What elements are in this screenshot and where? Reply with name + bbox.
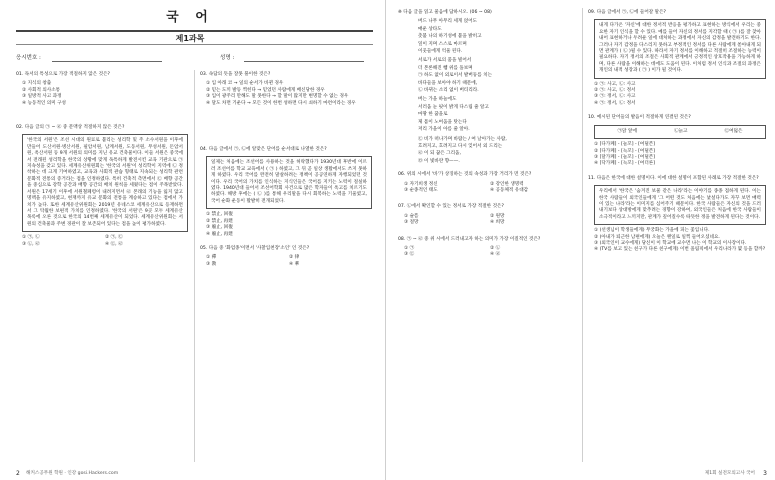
- q2-option-1[interactable]: ① ㉠, ㉡: [22, 235, 40, 241]
- poem-stanza-4: [418, 137, 576, 166]
- q4-option-4[interactable]: ④ 廢止, 再建: [206, 231, 233, 237]
- poem-line: 바다들을 보아야 하기 때문에,: [418, 80, 478, 86]
- poem-line: 더 본론해진 뺌 위를 돌보며: [418, 65, 473, 71]
- q10-option-3[interactable]: ③ [달가페] - [늘꼬] - [여덜븐]: [594, 154, 655, 160]
- q3-option-4[interactable]: ④ 달도 차면 기운다 → 모든 것이 한번 성하면 다시 쇠하기 마련이라는 경우: [206, 100, 356, 106]
- poem-line: 흐려지고, 흐려지고 다시 잊어서 외 드리는: [418, 143, 503, 149]
- q10-option-4[interactable]: ④ [닥가페] - [늑꼬] - [여더른]: [594, 161, 655, 167]
- name-label: 성명 :: [220, 55, 235, 61]
- question-3: 03. 속담의 뜻을 잘못 풀이한 것은?: [200, 72, 271, 77]
- q8-option-2[interactable]: ② ㉡: [490, 245, 501, 251]
- question-8: 08. ㉠ ~ ㉣ 중 위 시에서 드러내고자 하는 의미가 가장 이질적인 것은?: [398, 236, 541, 242]
- poem-line: 잎이 지며 스스로 마르며: [418, 41, 467, 47]
- q10-word-3: ㉢여덟은: [724, 128, 743, 134]
- left-column-b: [200, 72, 372, 268]
- q5-option-4[interactable]: ④ 華: [289, 261, 300, 267]
- q2-passage-box: '한국의 서원'은 조선 시대의 원료로 불리는 성리학 및 주 소수서원을 이후에 만들어 도산서원·병산서원, 필암서원, 남계서원, 도동서원, 무성서원, 돈암서원, 옥산서원 등 9개 서원의 의미를 지닌 유교 건축물이다. 이들 서원은 중국에서 전래된 성리학을 한국의 상황에 맞게 독특하게 발전시킨 교육 기관으로 ㉠ 지속성을 갖고 있다. 세계유산위원회는 '한국의 서원'이 성리학이 지역에 ㉡ 정착하는 데 크게 기여하였고, 교육과 사회적 관습 형태로 지속되는 성리학 관련 문화적 전통의 증거라는 점을 인정하였다. 특히 건축적 측면에서 ㉢ 배향 공간을 중심으로 강학 공간과 배향 공간의 배치 원칙을 세웠다는 점이 주목받았다. 서원은 17세기 이후에 서원철폐령이 내려지면서 ㉣ 본래의 기능을 잃지 않고 명맥을 유지하였고, 현재까지 유교 문화의 전통을 계승하고 있다는 점에서 가치가 높다. 또한 세계유산위원회는 2019년 유네스코 세계유산으로 등재하면서 그 탁월한 보편적 가치를 인정하였다. '한국의 서원'은 9곳 모두 세계유산 목록에 오른 것으로 한국의 14번째 세계유산이 되었다. 세계유산위원회는 서원의 건축물과 주변 경관이 잘 보존되어 있다는 점을 높이 평가하였다.: [22, 134, 188, 232]
- column-divider: [194, 70, 195, 462]
- question-6: 06. 위의 시에서 '바'가 상징하는 것의 속성과 가장 거리가 먼 것은?: [398, 172, 532, 178]
- q1-option-2[interactable]: ② 사회적 의사소통: [22, 87, 61, 93]
- registration-line: [52, 61, 162, 62]
- q8-option-4[interactable]: ④ ㉣: [490, 252, 501, 258]
- q4-option-1[interactable]: ① 禁止, 回復: [206, 212, 233, 218]
- q3-option-2[interactable]: ② 믿는 도끼 발등 찍힌다 → 믿었던 사람에게 배신당한 경우: [206, 87, 325, 93]
- q5-option-2[interactable]: ② 律: [289, 255, 300, 261]
- q9-option-2[interactable]: ② ㉠: 사고, ㉡: 정서: [594, 88, 636, 94]
- q7-option-3[interactable]: ③ 절망: [404, 220, 419, 226]
- q6-option-1[interactable]: ① 자기희생 정신: [404, 181, 438, 187]
- q10-word-1: ㉠닭 앞에: [617, 128, 637, 134]
- q8-options: [404, 246, 576, 259]
- poem-line: ㉤ 이 빛바란 향——.: [418, 158, 460, 164]
- q7-options: [404, 214, 576, 227]
- page-title: 국 어: [166, 10, 214, 25]
- q2-options: [22, 235, 188, 248]
- poem-stanza-3: [418, 97, 576, 133]
- poem-line: 버드 나무 아무리 세게 얹어도: [418, 19, 478, 25]
- poem-line: 버는 가을 하늘에도: [418, 97, 457, 103]
- question-2: 02. 다음 글의 ㉠ ~ ㉣ 중 문맥상 적절하지 않은 것은?: [16, 125, 125, 131]
- q4-option-3[interactable]: ③ 廢止, 回復: [206, 225, 233, 231]
- question-10: 10. 예시된 단어들의 발음이 적절하게 연결된 것은?: [588, 115, 691, 121]
- q3-option-1[interactable]: ① 입 아래 코 → 일의 순서가 바뀐 경우: [206, 81, 284, 87]
- name-line: [244, 61, 364, 62]
- q5-option-3[interactable]: ③ 教: [206, 261, 217, 267]
- left-column-a: [16, 72, 188, 248]
- question-5: 05. 다음 중 '화엄종'이면서 '사찰입천장'소인' 인 것은?: [200, 245, 310, 251]
- poem-line: 서로가 서로의 품을 빌어서: [418, 58, 472, 64]
- q6-options: [404, 182, 576, 195]
- poem-line: 이웃들에게 억울 된다.: [418, 49, 463, 55]
- q7-option-2[interactable]: ② 원망: [490, 213, 505, 219]
- left-page: [0, 0, 386, 480]
- q8-option-1[interactable]: ① ㉠: [404, 245, 415, 251]
- q8-option-3[interactable]: ③ ㉢: [404, 252, 415, 258]
- q1-option-1[interactable]: ① 지식의 창출: [22, 81, 52, 87]
- poem-stanza-1: [418, 19, 576, 55]
- right-page: [390, 0, 775, 480]
- q10-option-2[interactable]: ② [다가페] - [늑꼬] - [여덜븐]: [594, 148, 655, 154]
- question-11: 11. 다음은 한국에 대한 설명이다. 이에 대한 설명이 포함된 사례로 가장 적절한 것은?: [588, 175, 759, 181]
- q9-option-4[interactable]: ④ ㉠: 정서, ㉡: 정서: [594, 100, 636, 106]
- poem-line: 제 몸이 노여움을 탓는다: [418, 119, 467, 125]
- q11-option-3[interactable]: ③ (외국인이 교수에게) 당신이 이 학교에 교수면 나는 이 학교의 이사장이다.: [594, 240, 747, 246]
- q10-option-1[interactable]: ① [다가페] - [늘꼬] - [여덜븐]: [594, 142, 655, 148]
- q6-option-4[interactable]: ④ 공동체적 유대감: [490, 187, 529, 193]
- q11-option-1[interactable]: ① (선생님이 학생들에게) 무궁화는 가을에 피는 꽃입니다.: [594, 228, 710, 234]
- q1-option-4[interactable]: ④ 능동적인 의미 구성: [22, 100, 67, 106]
- q11-passage-box: 우리에서 '한국은 '숨겨진 보물 같은 나라'라는 이야기를 종종 접하게 된다. 이는 한국 사람들이 외국인들에게 '그 어떤 것도 처음에는 낯설다가도 자꾸 보면 매력이 있는 나라'라는 이미지를 심어주기 때문이다. 한국 사람들은 자신의 것을 드러내기보다 상대방에게 맞추려는 경향이 강하여, 외국인들은 처음에 한국 사람들이 소극적이라고 느끼지만, 관계가 깊어질수록 따뜻한 정을 발견하게 된다는 것이다.: [594, 185, 766, 225]
- q1-option-3[interactable]: ③ 일방적 사고 과정: [22, 94, 62, 100]
- q11-option-2[interactable]: ② (아내가 퇴근한 남편에게) 오늘은 왠일로 일찍 들어오셨네요.: [594, 234, 720, 240]
- q7-option-1[interactable]: ① 슬픔: [404, 213, 419, 219]
- column-divider-right: [582, 8, 583, 462]
- poem-line: 매운 상타도: [418, 26, 442, 32]
- question-7: 07. ㉡에서 확인할 수 있는 정서로 가장 적절한 것은?: [398, 204, 504, 210]
- right-column-b: [588, 10, 766, 254]
- left-footer: 해커스공무원 학원 · 인강 gosi.Hackers.com: [26, 471, 119, 476]
- q10-word-2: ㉡늙고: [673, 128, 688, 134]
- poem-line: ㉣ 이 되 꿈은 그리움,: [418, 151, 461, 157]
- q6-option-3[interactable]: ③ 순종적인 태도: [404, 187, 438, 193]
- poem-stanza-2: [418, 58, 576, 94]
- poem-line: ㉠ 하도 없이 외로이서 발버둥를 치는: [418, 73, 493, 79]
- left-page-number: 2: [16, 470, 20, 477]
- subtitle-rule: [16, 44, 373, 45]
- right-column-a: [398, 10, 576, 259]
- question-9: 09. 다음 글에서 ㉠, ㉡에 들어갈 말은?: [588, 10, 666, 15]
- q5-options: [206, 255, 372, 268]
- right-footer: 제1회 실전모의고사 국어: [704, 471, 755, 476]
- poem-line: 촛불 나의 하기성에 불을 밝히고: [418, 34, 482, 40]
- q2-option-2[interactable]: ② ㉠, ㉢: [105, 235, 123, 241]
- q4-passage-box: 일제는 처음에는 조선어를 사용하는 것을 허락했다가 1930년대 후반에 이르러 조선어를 학교 교육에서 ( ㉠ ) 하였고, 그 뒤 곧 일상 생활에서도 쓰지 못하게 하였다. 우리 국어를 완전히 말살하려는 정책이 공공연하게 자행되었던 것이다. 우리 국어의 가치를 인식하는 지식인들은 국어를 지키는 노력이 절실하였다. 1940년대 들어서 조선어학회 사건으로 많은 학자들이 옥고를 치르기도 하였다. 해방 후에는 ( ㉡ )를 통해 우리말을 다시 회복하는 노력을 기울였고, 국어 순화 운동이 활발히 전개되었다.: [206, 156, 372, 209]
- q9-passage-box: 내게 다가온 '자신'에 대한 정서적 반응을 평가하고 표현하는 방식에서 우리는 중요한 자기 인식을 할 수 있다. 예를 들어 자신의 정서를 지각할 때 ( ㉠ )를 잘 찾아내어 표현하거나 두려운 일에 대처하는 과정에서 자신의 감정을 발견하기도 한다. 그러나 자기 감정을 다스리지 못하고 부정적인 정서를 다른 사람에게 쏟아내게 되면 관계가 ( ㉡ )될 수 있다. 따라서 자기 정서를 이해하고 적절히 조절하는 능력이 필요하다. 자기 정서의 조절은 사회적 관계에서 긍정적인 상호작용을 가능하게 하며, 다른 사람을 이해하는 데에도 도움이 된다. 이처럼 정서 인식과 조절의 과정은 개인의 내적 성장과 ( ㉠ ) 이가 될 것이다.: [594, 19, 766, 78]
- q3-option-3[interactable]: ③ 입이 광주리 만해도 말 못한다 → 할 말이 많지만 변명할 수 없는 경우: [206, 94, 349, 100]
- registration-label: 응시번호 :: [16, 55, 41, 61]
- q5-option-1[interactable]: ① 禪: [206, 255, 217, 261]
- poem-line: 저리 가을이 아름 줄 알아.: [418, 127, 470, 133]
- title-rule: [16, 30, 373, 32]
- q11-option-4[interactable]: ④ (TV를 보고 있는 친구가 다른 친구에게) 이번 올림픽에서 우리나라가 몇 등을 할까?: [594, 247, 766, 253]
- poem-line: ㉡ 바뀌는 소리 없이 버티리라.: [418, 88, 479, 94]
- q9-option-1[interactable]: ① ㉠: 사고, ㉡: 사고: [594, 81, 636, 87]
- page-subtitle: 제1과목: [175, 34, 205, 43]
- q10-words-box: [594, 125, 766, 139]
- poem-line: 마땅 한 꿈을로: [418, 112, 448, 118]
- q7-option-4[interactable]: ④ 희망: [490, 220, 505, 226]
- poem-instruction: ※ 다음 글을 읽고 물음에 답하시오. (06 ~ 08): [398, 10, 492, 15]
- q2-option-4[interactable]: ④ ㉢, ㉣: [105, 241, 123, 247]
- question-1: 01. 독서의 특성으로 가장 적절하지 않은 것은?: [16, 72, 110, 77]
- q6-option-2[interactable]: ② 강인한 생명력: [490, 181, 524, 187]
- q4-option-2[interactable]: ② 禁止, 再建: [206, 218, 233, 224]
- q9-option-3[interactable]: ③ ㉠: 정서, ㉡: 사고: [594, 94, 636, 100]
- poem-line: ㉢ 비가 떠나가며 바람는 / 여 날아가는 사람,: [418, 136, 507, 142]
- question-4: 04. 다음 글에서 ㉠, ㉡에 알맞은 단어를 순서대로 나열한 것은?: [200, 147, 327, 153]
- right-page-number: 3: [763, 470, 767, 477]
- poem-line: 서러움 눈 핏이 밝게 다스림 줄 알고: [418, 104, 489, 110]
- q2-option-3[interactable]: ③ ㉡, ㉣: [22, 241, 40, 247]
